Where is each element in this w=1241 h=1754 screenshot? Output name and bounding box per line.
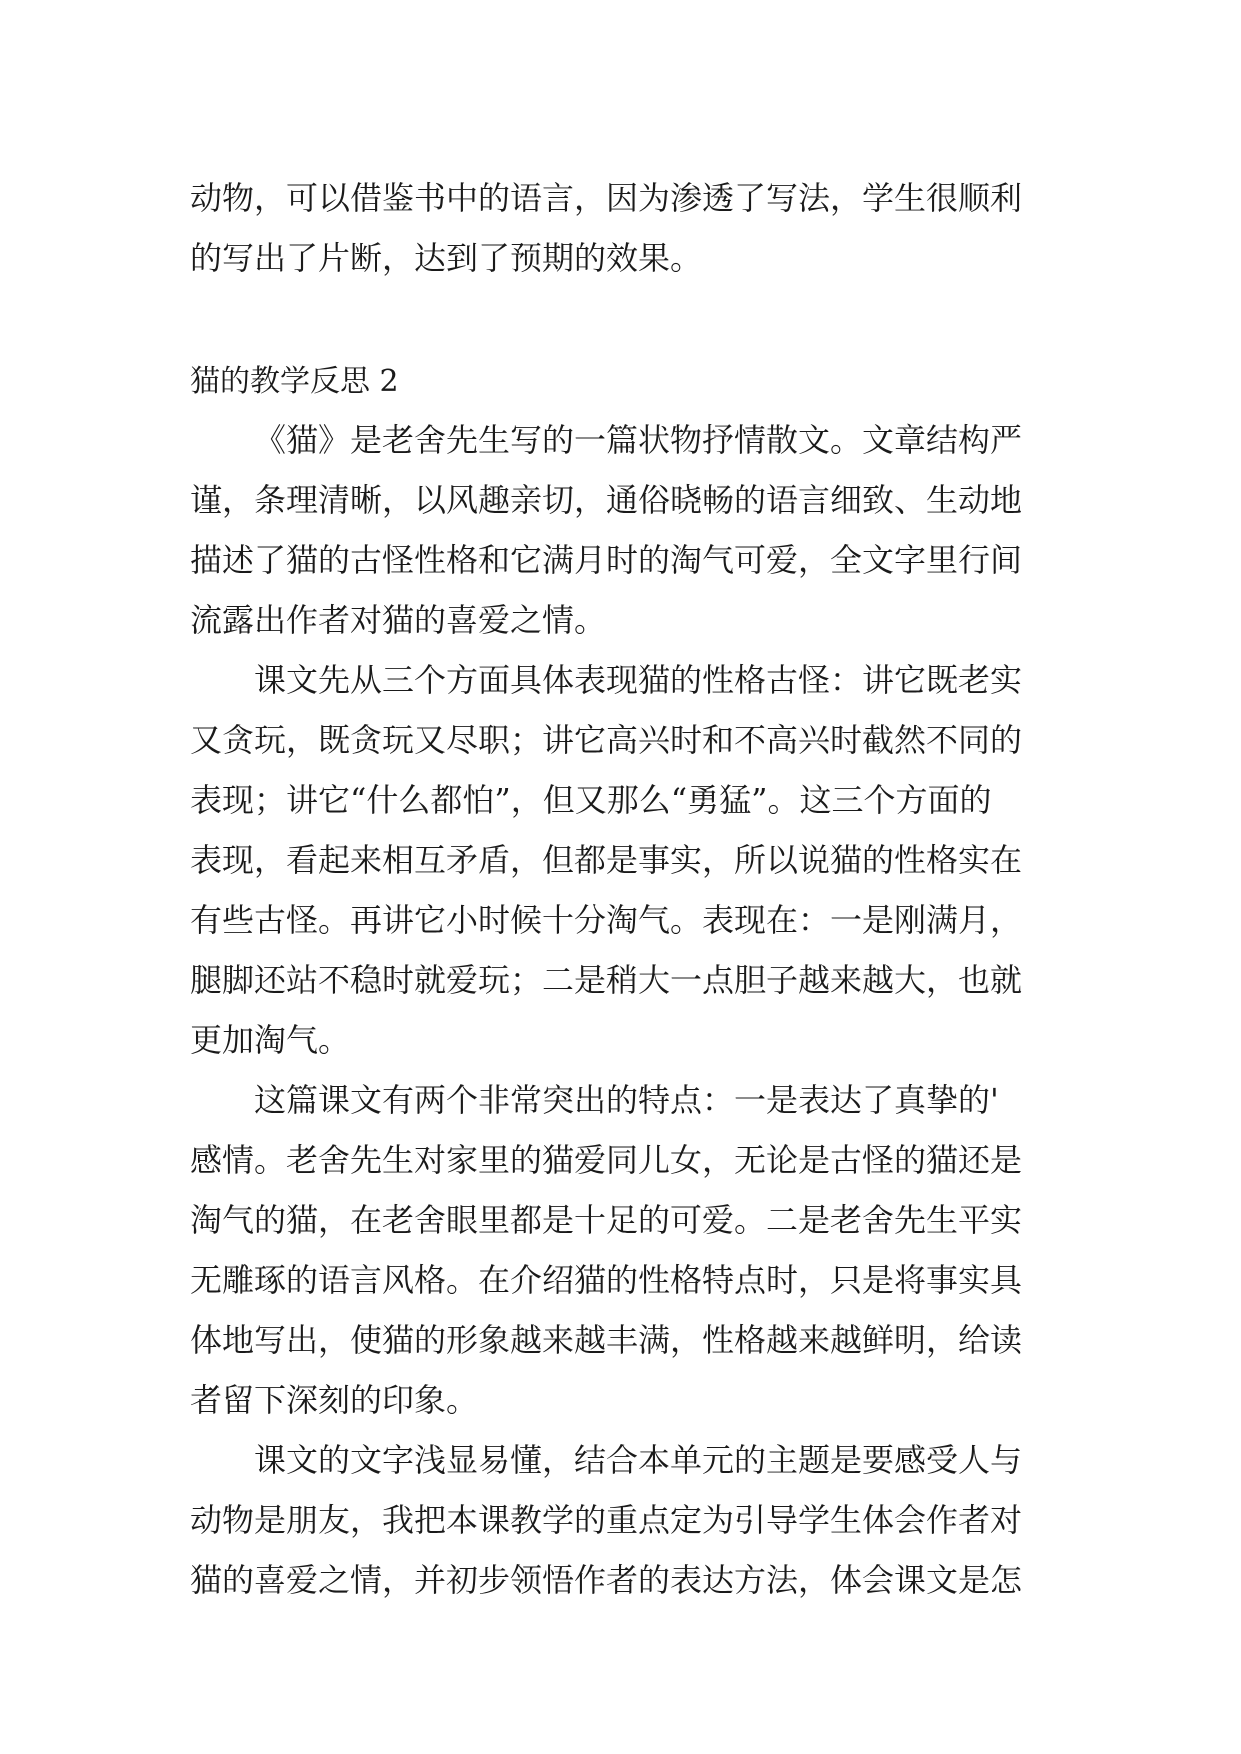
text-line: 的写出了片断，达到了预期的效果。 — [190, 239, 703, 277]
text-line: 流露出作者对猫的喜爱之情。 — [190, 601, 607, 639]
section-heading: 猫的教学反思 2 — [190, 364, 399, 399]
text-line: 谨，条理清晰，以风趣亲切，通俗晓畅的语言细致、生动地 — [190, 481, 1023, 519]
text-line: 课文的文字浅显易懂，结合本单元的主题是要感受人与 — [254, 1441, 1023, 1479]
text-line: 表现，看起来相互矛盾，但都是事实，所以说猫的性格实在 — [190, 841, 1023, 879]
text-line: 猫的喜爱之情，并初步领悟作者的表达方法，体会课文是怎 — [190, 1561, 1023, 1599]
text-line: 无雕琢的语言风格。在介绍猫的性格特点时，只是将事实具 — [190, 1261, 1023, 1299]
text-line: 又贪玩，既贪玩又尽职；讲它高兴时和不高兴时截然不同的 — [190, 721, 1023, 759]
text-line: 者留下深刻的印象。 — [190, 1381, 479, 1419]
text-line: 表现；讲它“什么都怕”，但又那么“勇猛”。这三个方面的 — [190, 781, 992, 819]
text-line: 更加淘气。 — [190, 1021, 351, 1059]
text-line: 《猫》是老舍先生写的一篇状物抒情散文。文章结构严 — [254, 421, 1023, 459]
text-line: 淘气的猫，在老舍眼里都是十足的可爱。二是老舍先生平实 — [190, 1201, 1023, 1239]
text-line: 有些古怪。再讲它小时候十分淘气。表现在：一是刚满月， — [190, 901, 1023, 939]
text-line: 课文先从三个方面具体表现猫的性格古怪：讲它既老实 — [254, 661, 1023, 699]
text-line: 感情。老舍先生对家里的猫爱同儿女，无论是古怪的猫还是 — [190, 1141, 1023, 1179]
text-line: 这篇课文有两个非常突出的特点：一是表达了真挚的' — [254, 1081, 999, 1119]
text-line: 腿脚还站不稳时就爱玩；二是稍大一点胆子越来越大，也就 — [190, 961, 1023, 999]
text-line: 体地写出，使猫的形象越来越丰满，性格越来越鲜明，给读 — [190, 1321, 1023, 1359]
text-line: 描述了猫的古怪性格和它满月时的淘气可爱，全文字里行间 — [190, 541, 1023, 579]
text-line: 动物，可以借鉴书中的语言，因为渗透了写法，学生很顺利 — [190, 179, 1023, 217]
text-line: 动物是朋友，我把本课教学的重点定为引导学生体会作者对 — [190, 1501, 1023, 1539]
